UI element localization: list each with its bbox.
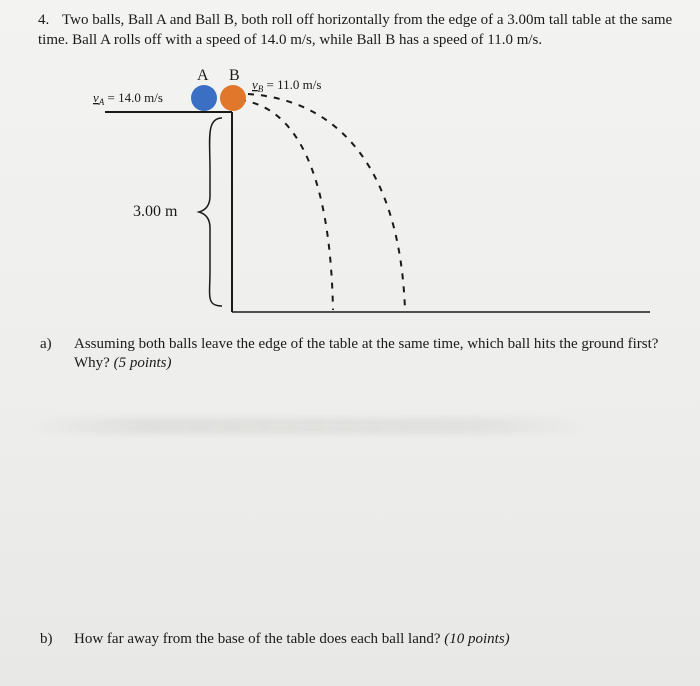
part-a-points: (5 points) (113, 355, 172, 371)
part-b-points: (10 points) (444, 631, 510, 647)
ball-a (191, 85, 217, 111)
part-a-text: Assuming both balls leave the edge of the table at the same time, which ball hits the ground first? Why? (74, 336, 659, 371)
ball-b (220, 85, 246, 111)
velocity-b-subscript: B (257, 84, 264, 94)
ball-b-label: B (229, 67, 240, 84)
height-brace (199, 118, 222, 306)
part-b-label: b) (40, 631, 53, 647)
faded-text-smudge (30, 418, 590, 434)
velocity-b-value: = 11.0 m/s (263, 77, 322, 92)
velocity-a-label (93, 90, 163, 107)
question-number: 4. (38, 12, 50, 28)
velocity-a-subscript: A (98, 97, 105, 107)
part-a (40, 335, 660, 373)
height-label: 3.00 m (133, 203, 178, 220)
trajectory-ball-a (248, 94, 405, 310)
velocity-a-value: = 14.0 m/s (104, 90, 163, 105)
part-a-label: a) (40, 336, 52, 352)
question-text: Two balls, Ball A and Ball B, both roll off horizontally from the edge of a 3.00m tall table at the same time. Ball A rolls off with a speed of 14.0 m/s, while Ball B has a speed of 11.0 m/s. (38, 12, 673, 48)
velocity-b-label (252, 77, 321, 94)
part-b-text: How far away from the base of the table does each ball land? (74, 631, 441, 647)
ball-a-label: A (197, 67, 209, 84)
part-b (40, 630, 660, 649)
velocity-b-symbol: v (252, 77, 258, 92)
velocity-a-symbol: v (93, 90, 99, 105)
trajectory-ball-b (240, 100, 333, 310)
